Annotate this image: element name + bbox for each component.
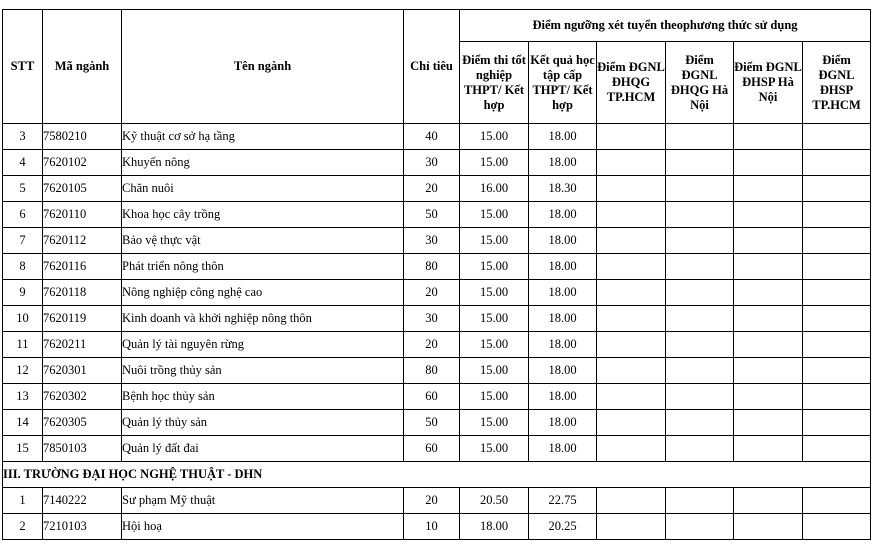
- row-code: 7850103: [43, 436, 122, 462]
- table-row: [3, 202, 871, 228]
- row-name: Hội hoạ: [122, 514, 404, 540]
- row-score-dgnl-dhsp-hcm: [803, 254, 871, 280]
- row-score-dgnl-hanoi: [666, 488, 734, 514]
- row-score-dgnl-hanoi: [666, 332, 734, 358]
- row-score-thpt: 15.00: [460, 358, 529, 384]
- row-score-dgnl-dhsp-hanoi: [734, 436, 803, 462]
- row-score-dgnl-hcm: [597, 124, 666, 150]
- row-stt: 6: [3, 202, 43, 228]
- row-score-dgnl-dhsp-hanoi: [734, 280, 803, 306]
- row-score-dgnl-hanoi: [666, 514, 734, 540]
- row-score-dgnl-hcm: [597, 150, 666, 176]
- table-row: [3, 280, 871, 306]
- row-score-hocba: 18.00: [529, 358, 597, 384]
- row-stt: 4: [3, 150, 43, 176]
- header-quota: Chỉ tiêu: [404, 10, 460, 124]
- row-quota: 80: [404, 254, 460, 280]
- row-quota: 20: [404, 176, 460, 202]
- row-score-dgnl-dhsp-hcm: [803, 488, 871, 514]
- row-name: Phát triển nông thôn: [122, 254, 404, 280]
- table-body: [3, 124, 871, 540]
- row-name: Khoa học cây trồng: [122, 202, 404, 228]
- row-score-hocba: 18.30: [529, 176, 597, 202]
- row-score-dgnl-hanoi: [666, 228, 734, 254]
- row-score-hocba: 18.00: [529, 410, 597, 436]
- row-name: Quản lý tài nguyên rừng: [122, 332, 404, 358]
- row-score-thpt: 18.00: [460, 514, 529, 540]
- row-quota: 10: [404, 514, 460, 540]
- row-score-dgnl-dhsp-hanoi: [734, 124, 803, 150]
- row-score-dgnl-dhsp-hanoi: [734, 488, 803, 514]
- row-stt: 3: [3, 124, 43, 150]
- admission-table-page: [2, 9, 871, 540]
- row-quota: 30: [404, 150, 460, 176]
- header-method-dgnl-hanoi: Điểm ĐGNL ĐHQG Hà Nội: [666, 42, 734, 124]
- table-header: [3, 10, 871, 124]
- header-name: Tên ngành: [122, 10, 404, 124]
- row-code: 7580210: [43, 124, 122, 150]
- row-score-dgnl-hcm: [597, 332, 666, 358]
- row-score-hocba: 20.25: [529, 514, 597, 540]
- row-score-hocba: 18.00: [529, 436, 597, 462]
- row-score-dgnl-dhsp-hanoi: [734, 254, 803, 280]
- row-score-dgnl-hanoi: [666, 358, 734, 384]
- row-name: Sư phạm Mỹ thuật: [122, 488, 404, 514]
- header-code: Mã ngành: [43, 10, 122, 124]
- row-score-dgnl-hanoi: [666, 150, 734, 176]
- row-quota: 30: [404, 228, 460, 254]
- row-score-dgnl-dhsp-hanoi: [734, 202, 803, 228]
- table-row: [3, 332, 871, 358]
- row-stt: 11: [3, 332, 43, 358]
- row-score-hocba: 18.00: [529, 332, 597, 358]
- table-row: [3, 488, 871, 514]
- row-code: 7620301: [43, 358, 122, 384]
- row-quota: 40: [404, 124, 460, 150]
- row-quota: 30: [404, 306, 460, 332]
- row-quota: 50: [404, 202, 460, 228]
- row-score-thpt: 15.00: [460, 150, 529, 176]
- row-stt: 5: [3, 176, 43, 202]
- row-score-dgnl-hanoi: [666, 436, 734, 462]
- row-score-dgnl-hanoi: [666, 176, 734, 202]
- row-code: 7620211: [43, 332, 122, 358]
- row-score-dgnl-dhsp-hcm: [803, 228, 871, 254]
- row-score-dgnl-dhsp-hanoi: [734, 384, 803, 410]
- row-code: 7620112: [43, 228, 122, 254]
- row-score-hocba: 18.00: [529, 124, 597, 150]
- row-score-dgnl-hcm: [597, 280, 666, 306]
- row-code: 7620110: [43, 202, 122, 228]
- table-row: [3, 124, 871, 150]
- header-method-dgnl-dhsp-hcm: Điểm ĐGNL ĐHSP TP.HCM: [803, 42, 871, 124]
- row-score-thpt: 15.00: [460, 384, 529, 410]
- row-score-dgnl-dhsp-hcm: [803, 358, 871, 384]
- row-score-dgnl-dhsp-hanoi: [734, 514, 803, 540]
- row-score-dgnl-dhsp-hanoi: [734, 176, 803, 202]
- row-score-thpt: 15.00: [460, 124, 529, 150]
- row-name: Chăn nuôi: [122, 176, 404, 202]
- row-name: Quản lý đất đai: [122, 436, 404, 462]
- row-score-dgnl-hcm: [597, 514, 666, 540]
- row-score-thpt: 15.00: [460, 410, 529, 436]
- row-stt: 2: [3, 514, 43, 540]
- row-score-dgnl-dhsp-hanoi: [734, 358, 803, 384]
- row-score-thpt: 15.00: [460, 306, 529, 332]
- header-method-thpt: Điểm thi tốt nghiệp THPT/ Kết hợp: [460, 42, 529, 124]
- row-name: Khuyến nông: [122, 150, 404, 176]
- row-score-thpt: 15.00: [460, 254, 529, 280]
- row-score-dgnl-dhsp-hcm: [803, 306, 871, 332]
- row-name: Kinh doanh và khởi nghiệp nông thôn: [122, 306, 404, 332]
- row-score-dgnl-dhsp-hcm: [803, 176, 871, 202]
- row-score-hocba: 18.00: [529, 228, 597, 254]
- row-score-dgnl-hcm: [597, 358, 666, 384]
- row-quota: 20: [404, 280, 460, 306]
- row-code: 7620102: [43, 150, 122, 176]
- row-score-dgnl-hcm: [597, 384, 666, 410]
- admission-threshold-table: [2, 9, 871, 540]
- row-code: 7210103: [43, 514, 122, 540]
- row-code: 7620105: [43, 176, 122, 202]
- row-score-dgnl-hanoi: [666, 280, 734, 306]
- table-row: [3, 228, 871, 254]
- row-score-thpt: 15.00: [460, 280, 529, 306]
- row-quota: 20: [404, 332, 460, 358]
- row-score-hocba: 18.00: [529, 306, 597, 332]
- row-score-dgnl-dhsp-hcm: [803, 514, 871, 540]
- table-row: [3, 410, 871, 436]
- row-stt: 14: [3, 410, 43, 436]
- row-score-dgnl-hanoi: [666, 254, 734, 280]
- row-stt: 8: [3, 254, 43, 280]
- row-score-dgnl-dhsp-hcm: [803, 202, 871, 228]
- table-row: [3, 514, 871, 540]
- row-score-dgnl-dhsp-hanoi: [734, 150, 803, 176]
- row-score-dgnl-hanoi: [666, 202, 734, 228]
- row-score-dgnl-dhsp-hanoi: [734, 306, 803, 332]
- row-score-hocba: 18.00: [529, 384, 597, 410]
- row-name: Nông nghiệp công nghệ cao: [122, 280, 404, 306]
- row-score-hocba: 18.00: [529, 280, 597, 306]
- row-stt: 7: [3, 228, 43, 254]
- row-name: Nuôi trồng thủy sản: [122, 358, 404, 384]
- row-score-dgnl-dhsp-hanoi: [734, 228, 803, 254]
- row-score-dgnl-dhsp-hcm: [803, 150, 871, 176]
- row-code: 7620119: [43, 306, 122, 332]
- row-stt: 13: [3, 384, 43, 410]
- row-name: Kỹ thuật cơ sở hạ tầng: [122, 124, 404, 150]
- row-code: 7620302: [43, 384, 122, 410]
- row-score-dgnl-hcm: [597, 202, 666, 228]
- row-quota: 50: [404, 410, 460, 436]
- row-stt: 15: [3, 436, 43, 462]
- row-stt: 10: [3, 306, 43, 332]
- section-row: [3, 462, 871, 488]
- row-score-dgnl-dhsp-hanoi: [734, 332, 803, 358]
- row-score-dgnl-dhsp-hcm: [803, 436, 871, 462]
- row-score-hocba: 22.75: [529, 488, 597, 514]
- row-score-hocba: 18.00: [529, 202, 597, 228]
- row-score-dgnl-dhsp-hcm: [803, 280, 871, 306]
- row-quota: 60: [404, 436, 460, 462]
- row-score-dgnl-hanoi: [666, 410, 734, 436]
- row-score-dgnl-hcm: [597, 306, 666, 332]
- row-score-dgnl-hanoi: [666, 306, 734, 332]
- header-method-dgnl-hcm: Điểm ĐGNL ĐHQG TP.HCM: [597, 42, 666, 124]
- row-score-thpt: 15.00: [460, 202, 529, 228]
- row-score-thpt: 15.00: [460, 332, 529, 358]
- row-stt: 9: [3, 280, 43, 306]
- section-title: III. TRƯỜNG ĐẠI HỌC NGHỆ THUẬT - DHN: [3, 462, 871, 488]
- row-score-dgnl-dhsp-hcm: [803, 124, 871, 150]
- table-row: [3, 436, 871, 462]
- table-row: [3, 358, 871, 384]
- header-method-hocba: Kết quả học tập cấp THPT/ Kết hợp: [529, 42, 597, 124]
- row-quota: 20: [404, 488, 460, 514]
- table-row: [3, 176, 871, 202]
- header-stt: STT: [3, 10, 43, 124]
- table-row: [3, 306, 871, 332]
- row-score-thpt: 20.50: [460, 488, 529, 514]
- row-score-thpt: 15.00: [460, 228, 529, 254]
- row-score-dgnl-dhsp-hanoi: [734, 410, 803, 436]
- row-name: Bảo vệ thực vật: [122, 228, 404, 254]
- row-code: 7620116: [43, 254, 122, 280]
- header-method-dgnl-dhsp-hanoi: Điểm ĐGNL ĐHSP Hà Nội: [734, 42, 803, 124]
- row-name: Bệnh học thủy sản: [122, 384, 404, 410]
- row-score-dgnl-hcm: [597, 254, 666, 280]
- row-score-dgnl-hanoi: [666, 124, 734, 150]
- table-row: [3, 384, 871, 410]
- row-score-dgnl-dhsp-hcm: [803, 410, 871, 436]
- row-score-dgnl-hcm: [597, 488, 666, 514]
- row-stt: 1: [3, 488, 43, 514]
- table-row: [3, 150, 871, 176]
- row-score-thpt: 16.00: [460, 176, 529, 202]
- row-code: 7620118: [43, 280, 122, 306]
- row-score-dgnl-hcm: [597, 176, 666, 202]
- row-score-dgnl-dhsp-hcm: [803, 332, 871, 358]
- row-score-thpt: 15.00: [460, 436, 529, 462]
- header-method-group: Điểm ngưỡng xét tuyển theophương thức sử dụng: [460, 10, 871, 42]
- row-score-hocba: 18.00: [529, 254, 597, 280]
- row-quota: 60: [404, 384, 460, 410]
- row-stt: 12: [3, 358, 43, 384]
- row-name: Quản lý thủy sản: [122, 410, 404, 436]
- table-row: [3, 254, 871, 280]
- row-score-dgnl-hcm: [597, 436, 666, 462]
- row-score-dgnl-hcm: [597, 228, 666, 254]
- row-code: 7140222: [43, 488, 122, 514]
- row-score-dgnl-hcm: [597, 410, 666, 436]
- row-code: 7620305: [43, 410, 122, 436]
- row-score-hocba: 18.00: [529, 150, 597, 176]
- row-score-dgnl-dhsp-hcm: [803, 384, 871, 410]
- row-score-dgnl-hanoi: [666, 384, 734, 410]
- row-quota: 80: [404, 358, 460, 384]
